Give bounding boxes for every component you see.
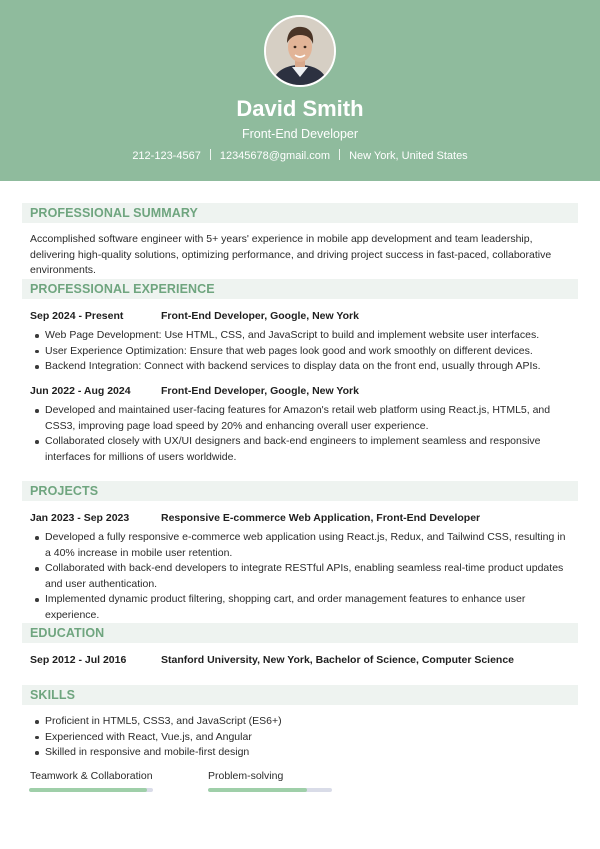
skill-level-bar [208, 788, 332, 792]
entry-date: Sep 2024 - Present [30, 310, 124, 322]
list-item: User Experience Optimization: Ensure that web pages look good and work smoothly on different devices. [30, 344, 572, 360]
section-heading-experience: PROFESSIONAL EXPERIENCE [22, 279, 578, 299]
list-item: Backend Integration: Connect with backend services to display data on the front end, usually through APIs. [30, 359, 572, 375]
resume-header [0, 0, 600, 181]
experience-entry [30, 384, 570, 398]
list-item: Web Page Development: Use HTML, CSS, and JavaScript to build and implement website user interfaces. [30, 328, 572, 344]
entry-date: Sep 2012 - Jul 2016 [30, 654, 127, 666]
email-address: 12345678@gmail.com [219, 150, 331, 162]
list-item: Developed and maintained user-facing features for Amazon's retail web platform using React.js, HTML5, and CSS3, improving page load speed by 20% and enhancing overall user experience. [30, 403, 572, 434]
entry-role: Front-End Developer, Google, New York [161, 310, 359, 322]
candidate-name: David Smith [236, 96, 364, 121]
section-heading-skills: SKILLS [22, 685, 578, 705]
section-heading-summary: PROFESSIONAL SUMMARY [22, 203, 578, 223]
experience-bullets [30, 328, 572, 375]
location: New York, United States [349, 150, 468, 162]
list-item: Experienced with React, Vue.js, and Angular [30, 730, 572, 746]
entry-date: Jan 2023 - Sep 2023 [30, 512, 130, 524]
project-bullets [30, 530, 572, 623]
list-item: Proficient in HTML5, CSS3, and JavaScript (ES6+) [30, 714, 572, 730]
section-heading-education: EDUCATION [22, 623, 578, 643]
skill-label: Problem-solving [208, 770, 284, 782]
list-item: Developed a fully responsive e-commerce web application using React.js, Redux, and Tailwind CSS, resulting in a 40% increase in mobile user retention. [30, 530, 572, 561]
skill-level-fill [29, 788, 147, 792]
education-entry [30, 653, 570, 667]
skill-level-fill [208, 788, 307, 792]
skills-bullets [30, 714, 572, 761]
entry-role: Front-End Developer, Google, New York [161, 385, 359, 397]
profile-photo [264, 15, 336, 87]
entry-role: Stanford University, New York, Bachelor of Science, Computer Science [161, 654, 515, 666]
entry-date: Jun 2022 - Aug 2024 [30, 385, 131, 397]
contact-info [0, 149, 600, 162]
job-title: Front-End Developer [241, 127, 359, 141]
list-item: Skilled in responsive and mobile-first design [30, 745, 572, 761]
person-portrait-icon [266, 17, 334, 85]
divider [339, 149, 340, 160]
experience-bullets [30, 403, 572, 465]
skill-label: Teamwork & Collaboration [30, 770, 153, 782]
list-item: Collaborated closely with UX/UI designers and back-end engineers to implement seamless and responsive interfaces for millions of users worldwide. [30, 434, 572, 465]
list-item: Implemented dynamic product filtering, shopping cart, and order management features to enhance user experience. [30, 592, 572, 623]
section-heading-projects: PROJECTS [22, 481, 578, 501]
entry-role: Responsive E-commerce Web Application, Front-End Developer [161, 512, 481, 524]
experience-entry [30, 309, 570, 323]
list-item: Collaborated with back-end developers to integrate RESTful APIs, enabling seamless real-time product updates and user authentication. [30, 561, 572, 592]
summary-text: Accomplished software engineer with 5+ years' experience in mobile app development and team leadership, delivering high-quality solutions, optimizing performance, and driving project success in fast-paced, collaborative environments. [30, 233, 552, 276]
skill-level-bar [29, 788, 153, 792]
phone-number: 212-123-4567 [132, 150, 201, 162]
project-entry [30, 511, 570, 525]
divider [210, 149, 211, 160]
